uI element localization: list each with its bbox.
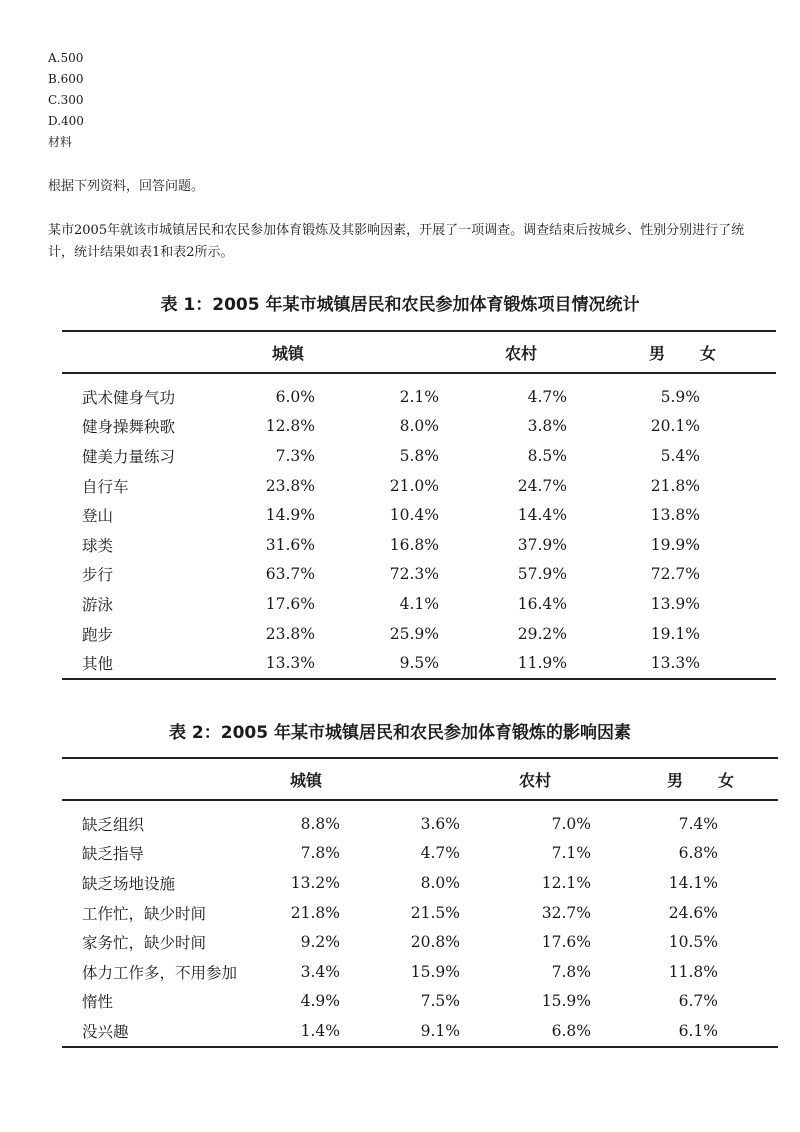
cell-value: 11.8%: [668, 962, 718, 981]
cell-value: 24.7%: [517, 476, 567, 495]
row-label: 登山: [82, 507, 114, 526]
cell-value: 10.4%: [389, 506, 439, 525]
cell-value: 12.8%: [265, 417, 315, 436]
row-label: 健美力量练习: [82, 447, 176, 466]
row-spacer: [700, 619, 776, 649]
table1-header-female: 女: [700, 343, 717, 363]
table-row: [62, 589, 776, 619]
row-label: 跑步: [82, 625, 114, 644]
row-label: 缺乏组织: [82, 815, 145, 834]
cell-value: 29.2%: [517, 624, 567, 643]
cell-value: 7.1%: [551, 844, 591, 863]
cell-value: 9.5%: [399, 654, 439, 673]
cell-value: 13.3%: [265, 654, 315, 673]
cell-value: 7.5%: [420, 992, 460, 1011]
cell-value: 7.4%: [678, 814, 718, 833]
row-spacer: [700, 500, 776, 530]
cell-value: 10.5%: [668, 933, 718, 952]
row-spacer: [718, 800, 778, 839]
table1-header-row: [62, 331, 776, 373]
cell-value: 17.6%: [541, 933, 591, 952]
table-row: [62, 373, 776, 412]
table-row: [62, 898, 778, 928]
option-d: D.400: [48, 114, 84, 128]
table-row: [62, 800, 778, 839]
table-row: [62, 648, 776, 679]
cell-value: 20.1%: [650, 417, 700, 436]
row-label: 步行: [82, 566, 114, 585]
row-label: 家务忙，缺少时间: [82, 934, 207, 953]
row-spacer: [718, 868, 778, 898]
row-label: 武术健身气功: [82, 388, 176, 407]
cell-value: 14.4%: [517, 506, 567, 525]
cell-value: 12.1%: [541, 873, 591, 892]
row-spacer: [718, 957, 778, 987]
cell-value: 14.1%: [668, 873, 718, 892]
row-label: 惰性: [82, 993, 114, 1012]
cell-value: 2.1%: [399, 387, 439, 406]
row-spacer: [718, 898, 778, 928]
table-row: [62, 1016, 778, 1047]
cell-value: 16.4%: [517, 594, 567, 613]
cell-value: 57.9%: [517, 565, 567, 584]
cell-value: 9.1%: [420, 1021, 460, 1040]
cell-value: 31.6%: [265, 535, 315, 554]
row-label: 游泳: [82, 595, 114, 614]
table-row: [62, 441, 776, 471]
cell-value: 21.0%: [389, 476, 439, 495]
table2: [62, 757, 778, 1048]
cell-value: 24.6%: [668, 903, 718, 922]
table-row: [62, 839, 778, 869]
cell-value: 7.3%: [275, 446, 315, 465]
row-spacer: [700, 530, 776, 560]
row-spacer: [718, 927, 778, 957]
cell-value: 1.4%: [300, 1021, 340, 1040]
cell-value: 19.9%: [650, 535, 700, 554]
cell-value: 7.8%: [551, 962, 591, 981]
table-row: [62, 987, 778, 1017]
table-row: [62, 957, 778, 987]
intro-text: 根据下列资料，回答问题。: [48, 179, 205, 194]
cell-value: 23.8%: [265, 476, 315, 495]
cell-value: 20.8%: [410, 933, 460, 952]
table2-header-row: [62, 758, 778, 800]
cell-value: 63.7%: [265, 565, 315, 584]
cell-value: 9.2%: [300, 933, 340, 952]
cell-value: 4.7%: [420, 844, 460, 863]
option-c: C.300: [48, 93, 84, 107]
table2-header-rural: 农村: [518, 770, 551, 790]
cell-value: 3.8%: [527, 417, 567, 436]
cell-value: 17.6%: [265, 594, 315, 613]
row-spacer: [700, 441, 776, 471]
cell-value: 15.9%: [410, 962, 460, 981]
table2-header-female: 女: [718, 770, 735, 790]
table-row: [62, 619, 776, 649]
cell-value: 8.0%: [399, 417, 439, 436]
table1-header-male: 男: [648, 343, 665, 363]
table2-header-male: 男: [666, 770, 683, 790]
table-row: [62, 412, 776, 442]
cell-value: 3.6%: [420, 814, 460, 833]
table-row: [62, 471, 776, 501]
option-a: A.500: [48, 51, 84, 65]
cell-value: 8.0%: [420, 873, 460, 892]
row-spacer: [700, 648, 776, 679]
cell-value: 3.4%: [300, 962, 340, 981]
cell-value: 37.9%: [517, 535, 567, 554]
cell-value: 13.3%: [650, 654, 700, 673]
cell-value: 72.7%: [650, 565, 700, 584]
table1-header-urban: 城镇: [272, 343, 305, 363]
cell-value: 6.0%: [275, 387, 315, 406]
cell-value: 11.9%: [517, 654, 567, 673]
material-label: 材料: [48, 135, 73, 149]
cell-value: 4.1%: [399, 594, 439, 613]
row-label: 球类: [82, 536, 114, 555]
table-row: [62, 927, 778, 957]
row-label: 健身操舞秧歌: [82, 418, 176, 437]
row-label: 体力工作多，不用参加: [82, 963, 238, 982]
cell-value: 6.1%: [678, 1021, 718, 1040]
cell-value: 32.7%: [541, 903, 591, 922]
row-spacer: [700, 412, 776, 442]
table-row: [62, 500, 776, 530]
row-label: 其他: [82, 655, 114, 674]
cell-value: 21.8%: [650, 476, 700, 495]
cell-value: 23.8%: [265, 624, 315, 643]
cell-value: 4.7%: [527, 387, 567, 406]
row-spacer: [700, 373, 776, 412]
option-b: B.600: [48, 72, 84, 86]
cell-value: 21.8%: [290, 903, 340, 922]
row-label: 缺乏场地设施: [82, 874, 176, 893]
cell-value: 72.3%: [389, 565, 439, 584]
cell-value: 15.9%: [541, 992, 591, 1011]
description-paragraph: 某市2005年就该市城镇居民和农民参加体育锻炼及其影响因素，开展了一项调查。调查结束后按城乡、性别分别进行了统计，统计结果如表1和表2所示。: [48, 223, 745, 260]
row-spacer: [718, 1016, 778, 1047]
cell-value: 16.8%: [389, 535, 439, 554]
cell-value: 4.9%: [300, 992, 340, 1011]
cell-value: 6.8%: [678, 844, 718, 863]
table1: [62, 330, 776, 680]
row-label: 缺乏指导: [82, 845, 145, 864]
table1-header-rural: 农村: [504, 343, 537, 363]
row-spacer: [700, 471, 776, 501]
cell-value: 5.8%: [399, 446, 439, 465]
table2-title: 表 2：2005 年某市城镇居民和农民参加体育锻炼的影响因素: [169, 723, 631, 743]
table-row: [62, 530, 776, 560]
table-row: [62, 560, 776, 590]
cell-value: 8.5%: [527, 446, 567, 465]
cell-value: 14.9%: [265, 506, 315, 525]
table1-title: 表 1：2005 年某市城镇居民和农民参加体育锻炼项目情况统计: [160, 295, 640, 315]
cell-value: 6.8%: [551, 1021, 591, 1040]
row-spacer: [718, 987, 778, 1017]
row-spacer: [700, 589, 776, 619]
row-spacer: [718, 839, 778, 869]
cell-value: 21.5%: [410, 903, 460, 922]
row-label: 自行车: [82, 477, 129, 496]
cell-value: 5.4%: [660, 446, 700, 465]
row-label: 没兴趣: [82, 1022, 129, 1041]
cell-value: 8.8%: [300, 814, 340, 833]
table2-header-urban: 城镇: [290, 770, 323, 790]
row-label: 工作忙，缺少时间: [82, 904, 207, 923]
cell-value: 7.8%: [300, 844, 340, 863]
cell-value: 7.0%: [551, 814, 591, 833]
cell-value: 13.9%: [650, 594, 700, 613]
table2-header-corner: [62, 758, 252, 800]
cell-value: 19.1%: [650, 624, 700, 643]
cell-value: 25.9%: [389, 624, 439, 643]
cell-value: 13.8%: [650, 506, 700, 525]
cell-value: 13.2%: [290, 873, 340, 892]
cell-value: 6.7%: [678, 992, 718, 1011]
table1-header-corner: [62, 331, 252, 373]
table-row: [62, 868, 778, 898]
row-spacer: [700, 560, 776, 590]
cell-value: 5.9%: [660, 387, 700, 406]
